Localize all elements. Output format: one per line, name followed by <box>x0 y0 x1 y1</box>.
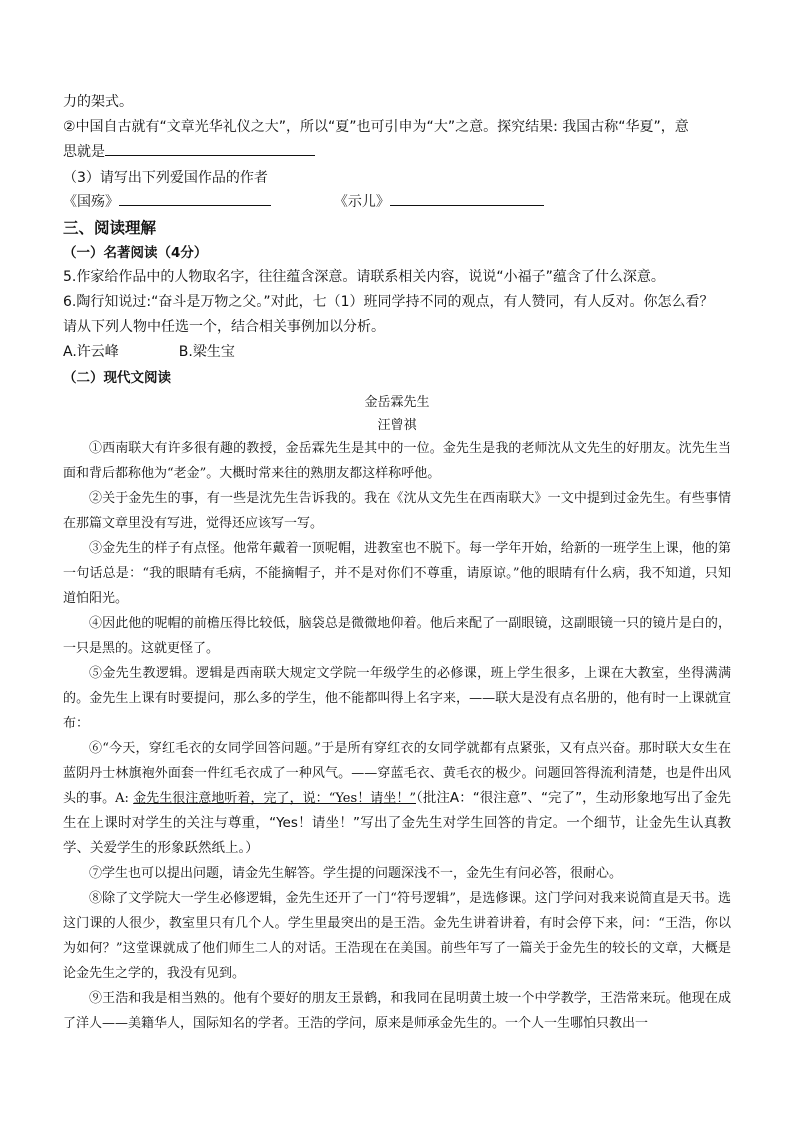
section-heading: 三、阅读理解 <box>63 219 157 237</box>
paragraph: ⑧除了文学院大一学生必修逻辑，金先生还开了一门“符号逻辑”，是选修课。这门学问对我来说简直是天书。选这门课的人很少，教室里只有几个人。学生里最突出的是王浩。金先生讲着讲着，有时会停下来，问：“王浩，你以为如何？”这堂课就成了他们师生二人的对话。王浩现在在美国。前些年写了一篇关于金先生的较长的文章，大概是论金先生之学的，我没有见到。 <box>63 891 731 981</box>
paragraph: ③金先生的样子有点怪。他常年戴着一顶呢帽，进教室也不脱下。每一学年开始，给新的一班学生上课，他的第一句话总是：“我的眼睛有毛病，不能摘帽子，并不是对你们不尊重，请原谅。”他的眼睛有什么病，我不知道，只知道怕阳光。 <box>63 541 731 606</box>
article-title: 金岳霖先生 <box>364 395 430 410</box>
paragraph: ⑨王浩和我是相当熟的。他有个要好的朋友王景鹤，和我同在昆明黄土坡一个中学教学，王浩常来玩。他现在成了洋人——美籍华人，国际知名的学者。王浩的学问，原来是师承金先生的。一个人一生哪怕只教出一 <box>63 991 731 1031</box>
answer-blank[interactable] <box>105 141 315 156</box>
article-author: 汪曾祺 <box>377 418 417 433</box>
work-title-1: 《国殇》 <box>63 194 119 210</box>
work-line <box>63 191 544 211</box>
text-line: ②中国自古就有“文章光华礼仪之大”，所以“夏”也可引申为“大”之意。探究结果: 我国古称“华夏”，意 <box>63 119 689 135</box>
paragraph: ⑤金先生教逻辑。逻辑是西南联大规定文学院一年级学生的必修课，班上学生很多，上课在大教室，坐得满满的。金先生上课有时要提问，那么多的学生，他不能都叫得上名字来，——联大是没有点名册的，他有时一上课就宣布： <box>63 666 731 731</box>
author-blank-1[interactable] <box>119 191 271 206</box>
question-6-cont: 请从下列人物中任选一个，结合相关事例加以分析。 <box>63 319 385 335</box>
paragraph: ⑦学生也可以提出问题，请金先生解答。学生提的问题深浅不一，金先生有问必答，很耐心。 <box>89 866 623 881</box>
text-line: 力的架式。 <box>63 94 133 110</box>
question-6: 6.陶行知说过:“奋斗是万物之父。”对此，七（1）班同学持不同的观点，有人赞同，有人反对。你怎么看？ <box>63 294 714 310</box>
paragraph: ①西南联大有许多很有趣的教授，金岳霖先生是其中的一位。金先生是我的老师沈从文先生的好朋友。沈先生当面和背后都称他为“老金”。大概时常来往的熟朋友都这样称呼他。 <box>63 441 731 481</box>
text-line-start: 思就是 <box>63 144 105 160</box>
work-title-2: 《示儿》 <box>333 194 390 210</box>
options-line <box>63 341 235 361</box>
paragraph-text: ⑥“今天，穿红毛衣的女同学回答问题。”于是所有穿红衣的女同学就都有点紧张，又有点兴奋。那时联大女生在蓝阴丹士林旗袍外面套一件红毛衣成了一种风气。——穿蓝毛衣、黄毛衣的极少。问题回答得流利清楚，也是件出风头的事。A: <box>63 741 731 806</box>
underlined-sentence: 金先生很注意地听着，完了，说：“Yes！请坐！” <box>133 791 417 806</box>
paragraph: ④因此他的呢帽的前檐压得比较低，脑袋总是微微地仰着。他后来配了一副眼镜，这副眼镜一只的镜片是白的，一只是黑的。这就更怪了。 <box>63 616 731 656</box>
author-blank-2[interactable] <box>390 191 544 206</box>
paragraph: ②关于金先生的事，有一些是沈先生告诉我的。我在《沈从文先生在西南联大》一文中提到过金先生。有些事情在那篇文章里没有写进，觉得还应该写一写。 <box>63 491 731 531</box>
annotation-a: （批注A：“很注意”、“完了”，生动形象地写出了金先生在上课时对学生的关注与尊重，“Yes！请坐！”写出了金先生对学生回答的肯定。一个细节，让金先生认真教学、关爱学生的形象跃然纸上。） <box>63 790 732 856</box>
option-b: B.梁生宝 <box>178 344 235 360</box>
option-a: A.许云峰 <box>63 344 119 360</box>
subsection-heading: （一）名著阅读（4分） <box>63 245 208 261</box>
subsection-heading: （二）现代文阅读 <box>63 370 171 386</box>
question-3: （3）请写出下列爱国作品的作者 <box>63 170 268 186</box>
text-line <box>63 141 315 161</box>
question-5: 5.作家给作品中的人物取名字，往往蕴含深意。请联系相关内容，说说“小福子”蕴含了什么深意。 <box>63 269 665 285</box>
paragraph-annotated <box>63 736 731 861</box>
